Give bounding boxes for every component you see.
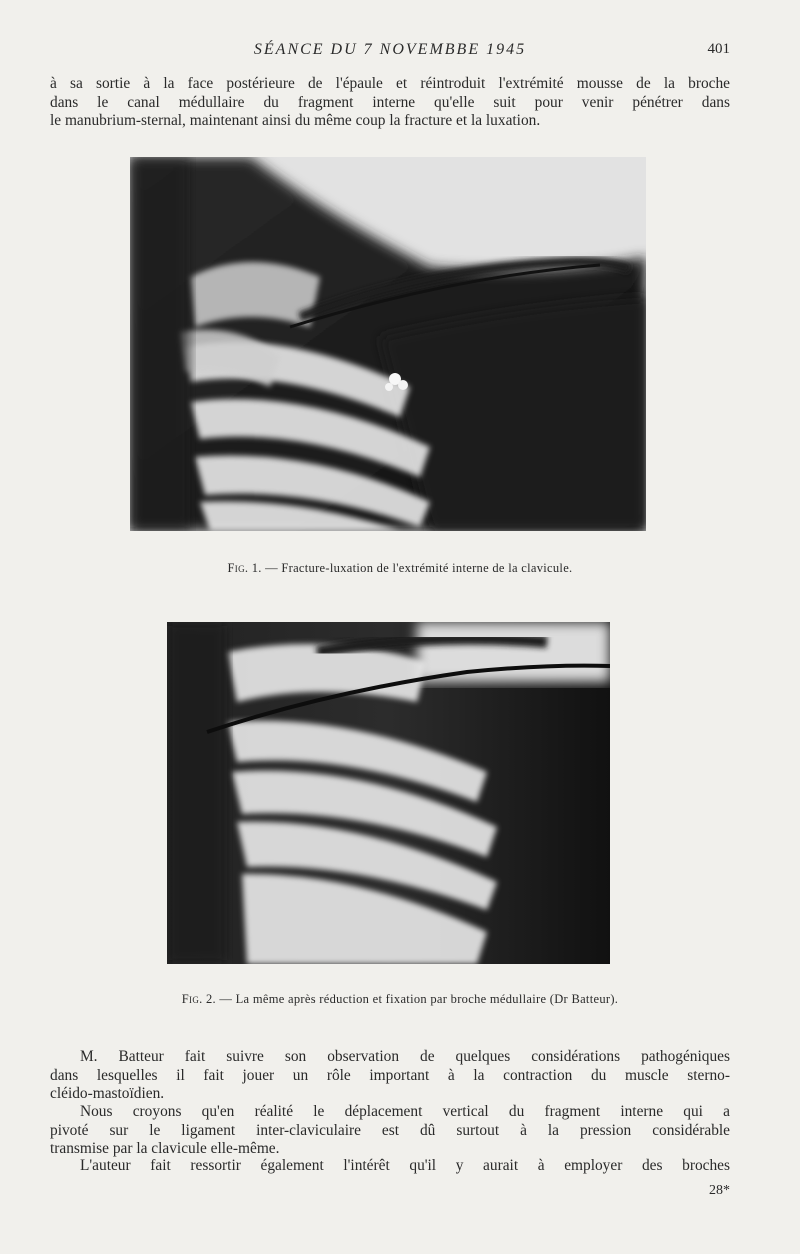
body-paragraph-2 xyxy=(50,1103,730,1159)
figure-label: Fig. 2. xyxy=(181,992,216,1006)
text-line: cléido-mastoïdien. xyxy=(50,1085,165,1102)
body-paragraph-1 xyxy=(50,1048,730,1104)
signature-mark: 28* xyxy=(709,1183,730,1198)
figure-caption-text: — Fracture-luxation de l'extrémité interne de la clavicule. xyxy=(265,561,573,575)
figure-2-radiograph xyxy=(167,622,610,964)
page-header xyxy=(50,41,730,63)
figure-1-caption xyxy=(50,561,750,576)
text-line: dans le canal médullaire du fragment interne qu'elle suit pour venir pénétrer dans xyxy=(50,93,730,111)
text-line: transmise par la clavicule elle-même. xyxy=(50,1140,280,1157)
text-line: le manubrium-sternal, maintenant ainsi du même coup la fracture et la luxation. xyxy=(50,112,541,129)
text-line: pivoté sur le ligament inter-claviculaire est dû surtout à la pression considérable xyxy=(50,1121,730,1139)
text-line: dans lesquelles il fait jouer un rôle important à la contraction du muscle sterno- xyxy=(50,1066,730,1084)
text-line: à sa sortie à la face postérieure de l'épaule et réintroduit l'extrémité mousse de la broche xyxy=(50,75,730,92)
figure-2-caption xyxy=(50,992,750,1007)
figure-caption-text: — La même après réduction et fixation par broche médullaire (Dr Batteur). xyxy=(219,992,619,1006)
figure-label: Fig. 1. xyxy=(227,561,262,575)
text-line: M. Batteur fait suivre son observation de quelques considérations pathogéniques xyxy=(80,1048,730,1065)
text-line: L'auteur fait ressortir également l'intérêt qu'il y aurait à employer des broches xyxy=(80,1157,730,1174)
text-line: Nous croyons qu'en réalité le déplacement vertical du fragment interne qui a xyxy=(80,1103,730,1120)
running-title: SÉANCE DU 7 NOVEMBBE 1945 xyxy=(253,41,527,58)
body-paragraph-3 xyxy=(50,1157,730,1176)
figure-1-radiograph xyxy=(130,157,646,531)
intro-paragraph xyxy=(50,75,730,131)
page-number: 401 xyxy=(707,41,730,57)
